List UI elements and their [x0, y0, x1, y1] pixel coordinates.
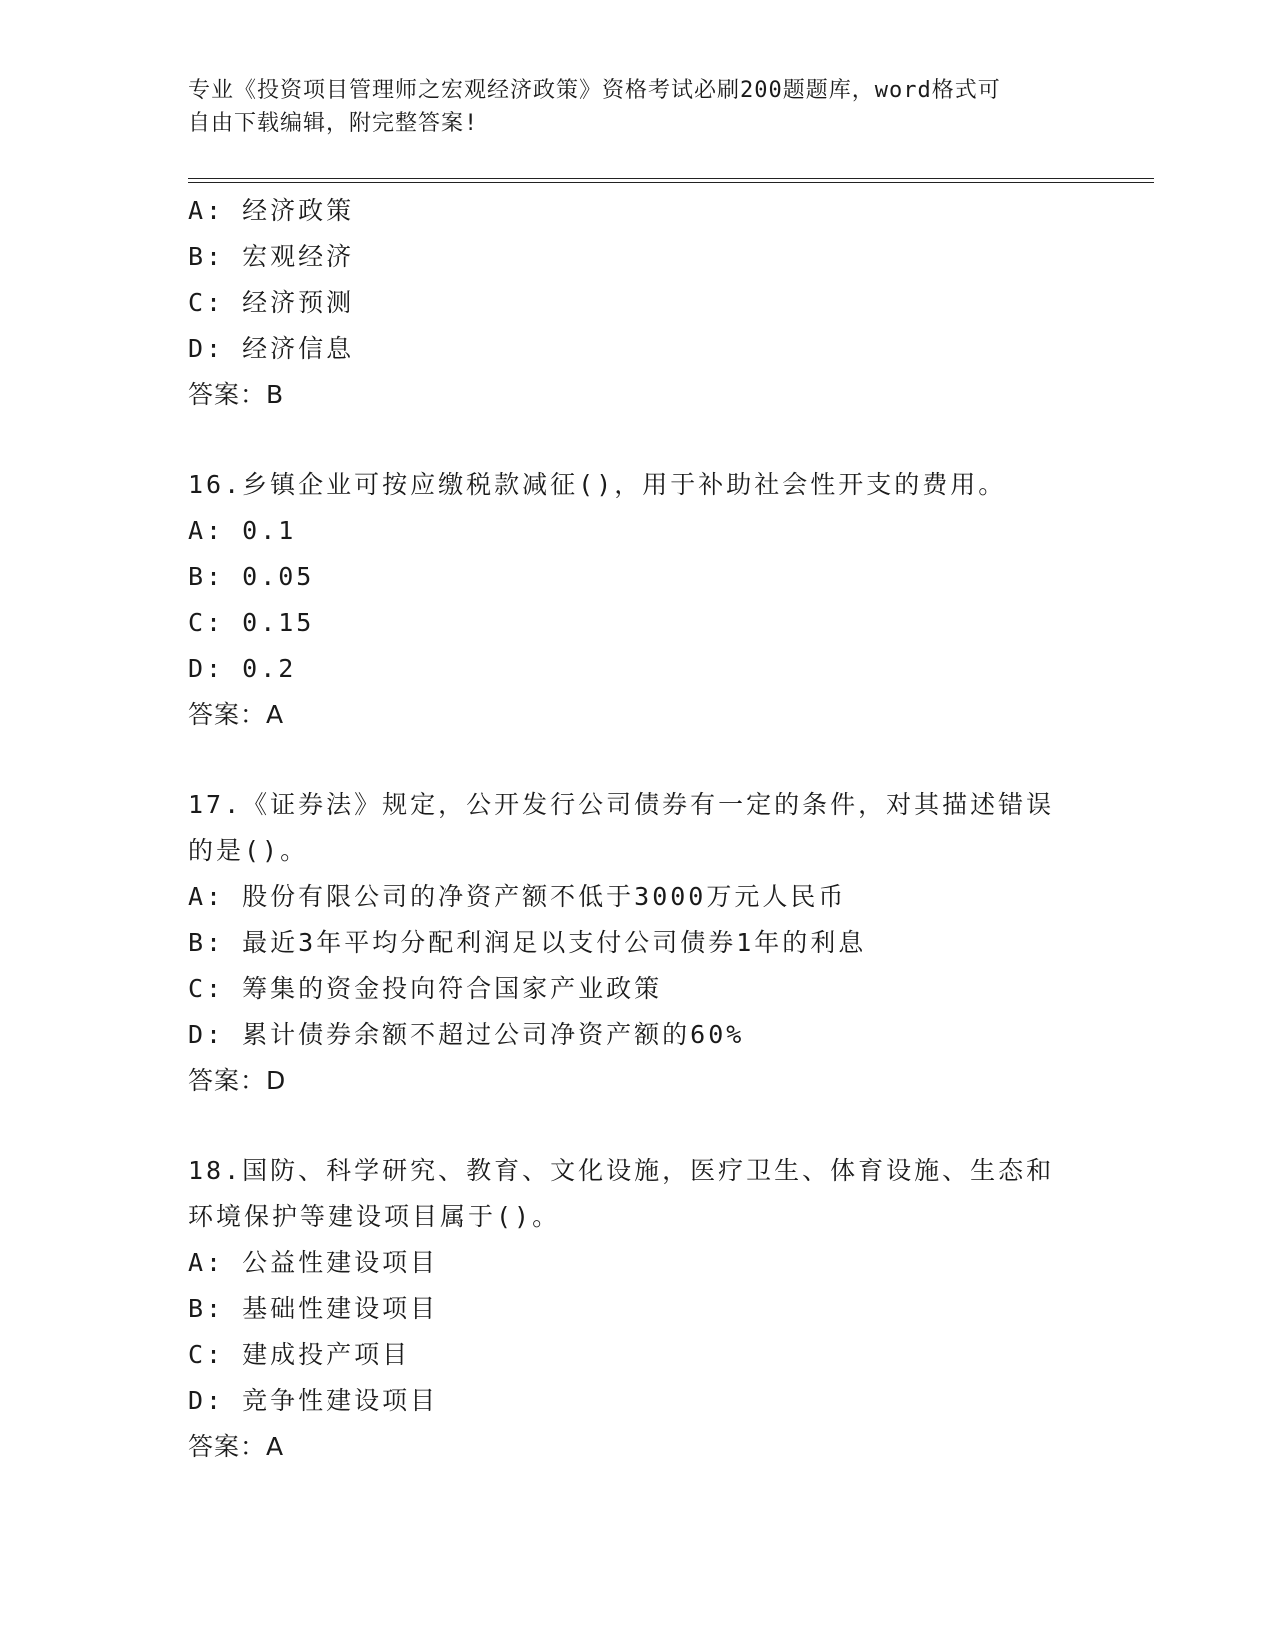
option-a: A: 经济政策 — [188, 196, 355, 225]
answer-line: 答案：A — [188, 700, 285, 729]
spacer — [188, 1104, 1088, 1148]
option-a: A: 0.1 — [188, 516, 297, 545]
option-c: C: 经济预测 — [188, 288, 355, 317]
option-c: C: 建成投产项目 — [188, 1340, 411, 1369]
question-list — [188, 188, 1088, 1470]
answer-line: 答案：D — [188, 1066, 287, 1095]
answer-line: 答案：B — [188, 380, 285, 409]
option-d: D: 经济信息 — [188, 334, 355, 363]
option-d: D: 竞争性建设项目 — [188, 1386, 439, 1415]
spacer — [188, 418, 1088, 462]
option-c: C: 0.15 — [188, 608, 315, 637]
question-stem: 16.乡镇企业可按应缴税款减征()，用于补助社会性开支的费用。 — [188, 470, 1007, 499]
answer-line: 答案：A — [188, 1432, 285, 1461]
option-b: B: 最近3年平均分配利润足以支付公司债券1年的利息 — [188, 928, 867, 957]
option-b: B: 0.05 — [188, 562, 315, 591]
option-d: D: 0.2 — [188, 654, 297, 683]
option-a: A: 股份有限公司的净资产额不低于3000万元人民币 — [188, 882, 847, 911]
header-line-1: 专业《投资项目管理师之宏观经济政策》资格考试必刷200题题库，word格式可 — [188, 78, 1001, 103]
header-divider — [188, 178, 1154, 183]
question-15 — [188, 188, 1088, 418]
header-line-2: 自由下载编辑，附完整答案! — [188, 111, 479, 136]
spacer — [188, 738, 1088, 782]
question-16 — [188, 462, 1088, 738]
question-17 — [188, 782, 1088, 1104]
option-d: D: 累计债券余额不超过公司净资产额的60% — [188, 1020, 745, 1049]
document-header — [188, 74, 1068, 140]
question-stem-line-1: 17.《证券法》规定，公开发行公司债券有一定的条件，对其描述错误 — [188, 790, 1055, 819]
question-18 — [188, 1148, 1088, 1470]
question-stem-line-1: 18.国防、科学研究、教育、文化设施，医疗卫生、体育设施、生态和 — [188, 1156, 1055, 1185]
option-b: B: 基础性建设项目 — [188, 1294, 439, 1323]
option-a: A: 公益性建设项目 — [188, 1248, 439, 1277]
option-c: C: 筹集的资金投向符合国家产业政策 — [188, 974, 663, 1003]
question-stem-line-2: 环境保护等建设项目属于()。 — [188, 1202, 561, 1231]
option-b: B: 宏观经济 — [188, 242, 355, 271]
question-stem-line-2: 的是()。 — [188, 836, 309, 865]
